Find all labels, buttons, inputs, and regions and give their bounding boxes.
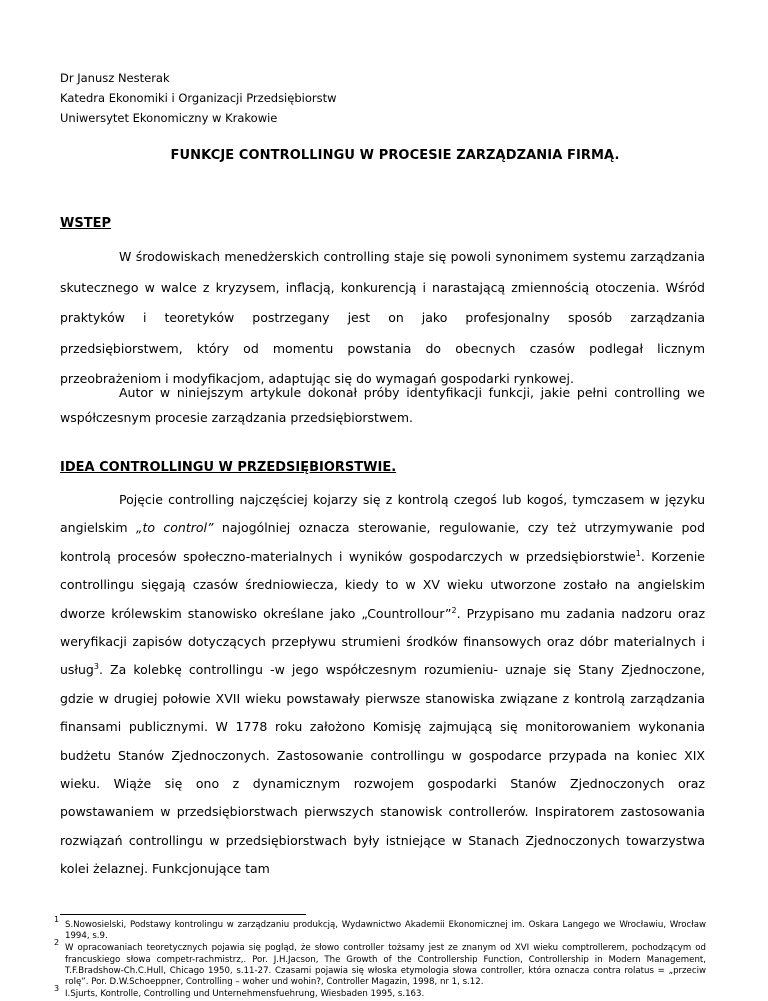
intro-paragraph-2 (60, 380, 705, 430)
intro-paragraph-2-text: Autor w niniejszym artykule dokonał próby identyfikacji funkcji, jakie pełni controlling we współczesnym procesie zarządzania przedsiębiorstwem. (60, 385, 705, 425)
idea-text-c: . Korzenie controllingu sięgają czasów średniowiecza, kiedy to w XV wieku utworzone zostało na angielskim dworze królewskim stanowisko określane jako „Countrollour” (60, 548, 705, 621)
footnote-number: 1 (54, 915, 60, 924)
idea-paragraph (60, 486, 705, 884)
footnote-divider (60, 914, 306, 915)
idea-paragraph-text (60, 486, 705, 884)
section-heading-intro: WSTEP (60, 216, 111, 231)
intro-paragraph-1 (60, 242, 705, 395)
footnotes (54, 915, 706, 1001)
author-block (60, 68, 337, 128)
idea-text-italic: „to control” (135, 520, 214, 536)
footnote-ref-3[interactable]: 3 (93, 662, 99, 672)
footnote-number: 2 (54, 938, 60, 948)
footnote-item (54, 984, 706, 1000)
footnote-ref-2[interactable]: 2 (451, 605, 457, 615)
footnote-text: S.Nowosielski, Podstawy kontrolingu w zarządzaniu produkcją, Wydawnictwo Akademii Ekonomicznej im. Oskara Langego we Wrocławiu, Wrocław 1994, s.9. (65, 920, 706, 942)
author-name: Dr Janusz Nesterak (60, 71, 170, 85)
footnote-ref-1[interactable]: 1 (635, 548, 641, 558)
author-university: Uniwersytet Ekonomiczny w Krakowie (60, 111, 278, 125)
intro-paragraph-1-text: W środowiskach menedżerskich controlling staje się powoli synonimem systemu zarządzania skutecznego w walce z kryzysem, inflacją, konkurencją i narastającą zmiennością otoczenia. Wśród praktyków i teoretyków postrzegany jest on jako profesjonalny sposób zarządzania przedsiębiorstwem, który od momentu powstania do obecnych czasów podlegał licznym przeobrażeniom i modyfikacjom, adaptując się do wymagań gospodarki rynkowej. (60, 249, 705, 386)
section-heading-idea: IDEA CONTROLLINGU W PRZEDSIĘBIORSTWIE. (60, 460, 397, 475)
idea-text-a: Pojęcie controlling najczęściej kojarzy się z kontrolą czegoś lub kogoś, tymczasem w języku angielskim (60, 492, 705, 536)
footnote-item (54, 915, 706, 942)
footnote-text: W opracowaniach teoretycznych pojawia się pogląd, że słowo controller tożsamy jest ze znanym od XVI wieku comptrollerem, pochodzącym od francuskiego słowa competr-rachmistrz,. Por. J.H.Jacson, The Growth of the Controllership Function, Controllership in Modern Management, T.F.Bradshow-Ch.C.Hull, Chicago 1950, s.11-27. Czasami pojawia się włoska etymologia słowa controller, która oznacza contra rolatus = „przeciw rolę”. Por. D.W.Schoeppner, Controlling – woher und wohin?, Controller Magazin, 1998, nr 1, s.12. (65, 943, 706, 988)
idea-text-d: . Przypisano mu zadania nadzoru oraz weryfikacji zapisów dotyczących przepływu strumieni środków finansowych oraz dóbr materialnych i usług (60, 605, 706, 678)
author-department: Katedra Ekonomiki i Organizacji Przedsiębiorstw (60, 91, 337, 105)
idea-text-b: najogólniej oznacza sterowanie, regulowanie, czy też utrzymywanie pod kontrolą procesów społeczno-materialnych i wyników gospodarczych w przedsiębiorstwie (60, 520, 706, 564)
footnote-text: I.Sjurts, Kontrolle, Controlling und Unternehmensfuehrung, Wiesbaden 1995, s.163. (65, 989, 425, 1000)
footnote-number: 3 (54, 984, 60, 994)
footnote-item (54, 938, 706, 988)
idea-text-e: . Za kolebkę controllingu -w jego współczesnym rozumieniu- uznaje się Stany Zjednoczone, gdzie w drugiej połowie XVII wieku powstawały pierwsze stanowiska związane z kontrolą zarządzania finansami publicznymi. W 1778 roku założono Komisję zajmującą się monitorowaniem wykonania budżetu Stanów Zjednoczonych. Zastosowanie controllingu w gospodarce przypada na koniec XIX wieku. Wiąże się ono z dynamicznym rozwojem gospodarki Stanów Zjednoczonych oraz powstawaniem w przedsiębiorstwach pierwszych stanowisk controllerów. Inspiratorem zastosowania rozwiązań controllingu w przedsiębiorstwach były istniejące w Stanach Zjednoczonych towarzystwa kolei żelaznej. Funkcjonujące tam (60, 662, 705, 877)
page-title: FUNKCJE CONTROLLINGU W PROCESIE ZARZĄDZANIA FIRMĄ. (170, 148, 620, 163)
